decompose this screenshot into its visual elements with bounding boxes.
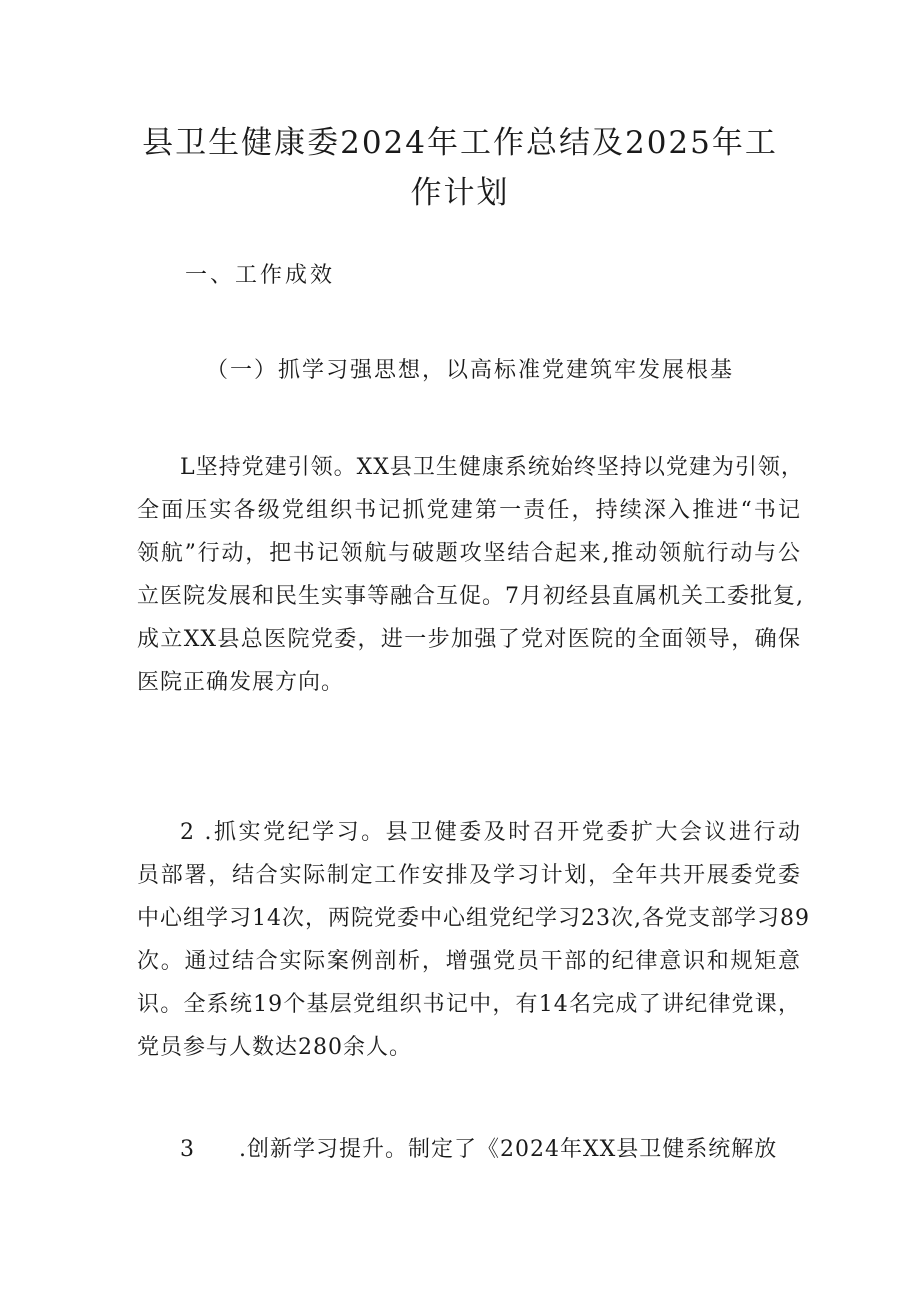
paragraph-line: 2 .抓实党纪学习。县卫健委及时召开党委扩大会议进行动 <box>180 820 801 845</box>
paragraph-line: 成立XX县总医院党委，进一步加强了党对医院的全面领导，确保 <box>137 627 801 652</box>
paragraph-line: 党员参与人数达280余人。 <box>137 1035 412 1060</box>
paragraph-line: 医院正确发展方向。 <box>137 670 345 695</box>
title-line-2: 作计划 <box>410 175 510 211</box>
paragraph-line: 员部署，结合实际制定工作安排及学习计划，全年共开展委党委 <box>137 863 801 888</box>
paragraph-line: L坚持党建引领。XX县卫生健康系统始终坚持以党建为引领， <box>180 455 804 480</box>
item-text: .创新学习提升。制定了《2024年XX县卫健系统解放 <box>239 1137 778 1162</box>
paragraph-line: 中心组学习14次，两院党委中心组党纪学习23次,各党支部学习89 <box>137 906 810 931</box>
paragraph-discipline-study <box>137 811 810 1069</box>
paragraph-line: 全面压实各级党组织书记抓党建第一责任，持续深入推进“书记 <box>137 498 801 523</box>
paragraph-innovative-learning <box>137 1128 801 1171</box>
title-line-1: 县卫生健康委2024年工作总结及2025年工 <box>142 125 778 161</box>
item-number: 3 <box>180 1137 195 1162</box>
paragraph-line: 次。通过结合实际案例剖析，增强党员干部的纪律意识和规矩意 <box>137 949 801 974</box>
section-heading: 一、工作成效 <box>185 263 336 288</box>
subsection-heading: （一）抓学习强思想，以高标准党建筑牢发展根基 <box>206 358 735 383</box>
paragraph-line: 立医院发展和民生实事等融合互促。7月初经县直属机关工委批复, <box>137 584 804 609</box>
document-title <box>130 118 790 218</box>
paragraph-line: 识。全系统19个基层党组织书记中，有14名完成了讲纪律党课， <box>137 992 801 1017</box>
paragraph-line <box>137 1128 801 1171</box>
paragraph-line: 领航”行动，把书记领航与破题攻坚结合起来,推动领航行动与公 <box>137 541 801 566</box>
paragraph-party-leadership <box>137 446 804 704</box>
